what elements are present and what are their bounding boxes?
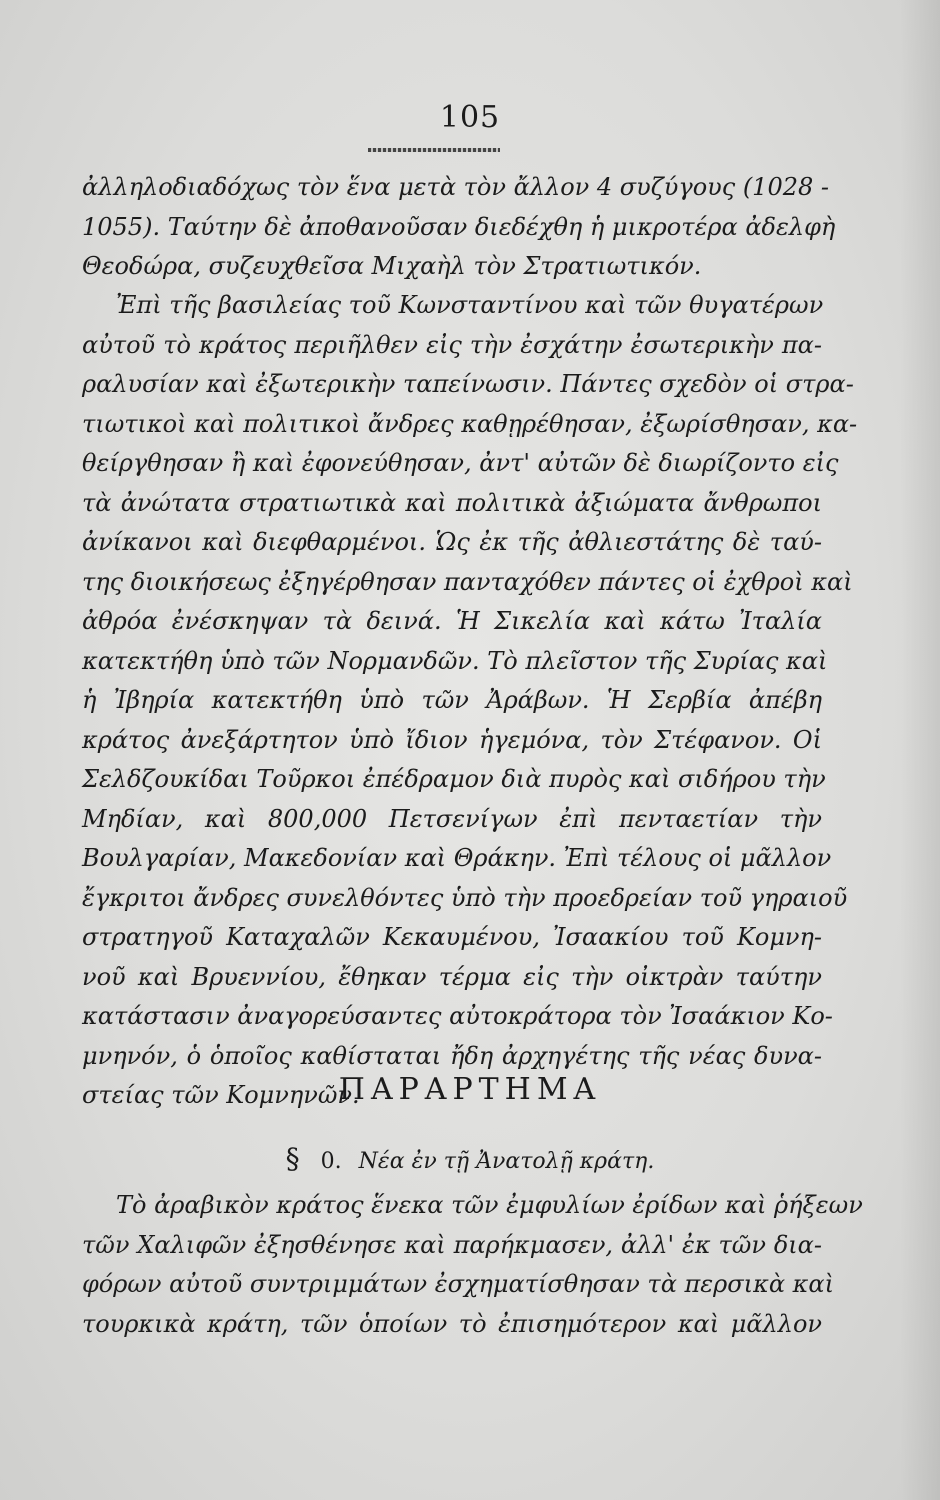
text-line: ἀλληλοδιαδόχως τὸν ἕνα μετὰ τὸν ἄλλον 4 συζύγους (1028 - [82,173,829,201]
text-line: ραλυσίαν καὶ ἐξωτερικὴν ταπείνωσιν. Πάντες σχεδὸν οἱ στρα- [82,370,854,398]
section-sign: § [285,1142,300,1175]
text-line: μνηνόν, ὁ ὁποῖος καθίσταται ἤδη ἀρχηγέτης τῆς νέας δυνα- [82,1041,822,1070]
appendix-title: ΠΑΡΑΡΤΗΜΑ [338,1072,602,1107]
text-line: φόρων αὐτοῦ συντριμμάτων ἐσχηματίσθησαν τὰ περσικὰ καὶ [82,1270,835,1298]
text-line: τιωτικοὶ καὶ πολιτικοὶ ἄνδρες καθῃρέθησαν, ἐξωρίσθησαν, κα- [82,409,858,438]
text-line: ἡ Ἰβηρία κατεκτήθη ὑπὸ τῶν Ἀράβων. Ἡ Σερβία ἀπέβη [82,686,822,714]
text-line: θείργθησαν ἢ καὶ ἐφονεύθησαν, ἀντ' αὐτῶν δὲ διωρίζοντο εἰς [82,449,839,477]
text-line: τῶν Χαλιφῶν ἐξησθένησε καὶ παρήκμασεν, ἀλλ' ἐκ τῶν δια- [82,1230,822,1259]
text-line: κράτος ἀνεξάρτητον ὑπὸ ἴδιον ἡγεμόνα, τὸν Στέφανον. Οἱ [82,725,822,754]
text-line: αὐτοῦ τὸ κράτος περιῆλθεν εἰς τὴν ἐσχάτην ἐσωτερικὴν πα- [82,330,822,359]
text-line: 1055). Ταύτην δὲ ἀποθανοῦσαν διεδέχθη ἡ μικροτέρα ἀδελφὴ [82,212,836,241]
text-line: στείας τῶν Κομνηνῶν. [82,1081,360,1109]
appendix-paragraph [82,1186,863,1344]
page-number-rule [368,148,500,152]
section-heading [0,1142,940,1175]
text-line: ἀνίκανοι καὶ διεφθαρμένοι. Ὡς ἐκ τῆς ἀθλιεστάτης δὲ ταύ- [82,528,822,556]
text-line: ἀθρόα ἐνέσκηψαν τὰ δεινά. Ἡ Σικελία καὶ κάτω Ἰταλία [82,607,822,635]
text-line: Τὸ ἀραβικὸν κράτος ἕνεκα τῶν ἐμφυλίων ἐρίδων καὶ ῥήξεων [116,1191,863,1219]
text-line: Ἐπὶ τῆς βασιλείας τοῦ Κωνσταντίνου καὶ τῶν θυγατέρων [116,291,824,319]
text-line: Βουλγαρίαν, Μακεδονίαν καὶ Θράκην. Ἐπὶ τέλους οἱ μᾶλλον [82,844,832,872]
text-line: τὰ ἀνώτατα στρατιωτικὰ καὶ πολιτικὰ ἀξιώματα ἄνθρωποι [82,488,822,517]
text-line: στρατηγοῦ Καταχαλῶν Κεκαυμένου, Ἰσαακίου τοῦ Κομνη- [82,923,822,951]
text-line: Θεοδώρα, συζευχθεῖσα Μιχαὴλ τὸν Στρατιωτικόν. [82,252,702,280]
text-line: κατάστασιν ἀναγορεύσαντες αὐτοκράτορα τὸν Ἰσαάκιον Κο- [82,1002,833,1030]
text-line: νοῦ καὶ Βρυεννίου, ἔθηκαν τέρμα εἰς τὴν οἰκτρὰν ταύτην [82,962,822,991]
page-edge-shadow [900,0,940,1500]
text-line: τουρκικὰ κράτη, τῶν ὁποίων τὸ ἐπισημότερον καὶ μᾶλλον [82,1309,822,1338]
section-title: Νέα ἐν τῇ Ἀνατολῇ κράτη. [358,1149,655,1174]
text-line: της διοικήσεως ἐξηγέρθησαν πανταχόθεν πάντες οἱ ἐχθροὶ καὶ [82,567,853,596]
continuation-paragraph [82,168,836,287]
page-number: 105 [439,100,501,135]
text-line: κατεκτήθη ὑπὸ τῶν Νορμανδῶν. Τὸ πλεῖστον τῆς Συρίας καὶ [82,646,828,675]
main-paragraph [82,286,858,1116]
text-line: Μηδίαν, καὶ 800,000 Πετσενίγων ἐπὶ πενταετίαν τὴν [82,804,822,833]
text-line: ἔγκριτοι ἄνδρες συνελθόντες ὑπὸ τὴν προεδρείαν τοῦ γηραιοῦ [82,883,848,912]
section-number: 0. [320,1149,342,1174]
text-line: Σελδζουκίδαι Τοῦρκοι ἐπέδραμον διὰ πυρὸς καὶ σιδήρου τὴν [82,765,826,793]
